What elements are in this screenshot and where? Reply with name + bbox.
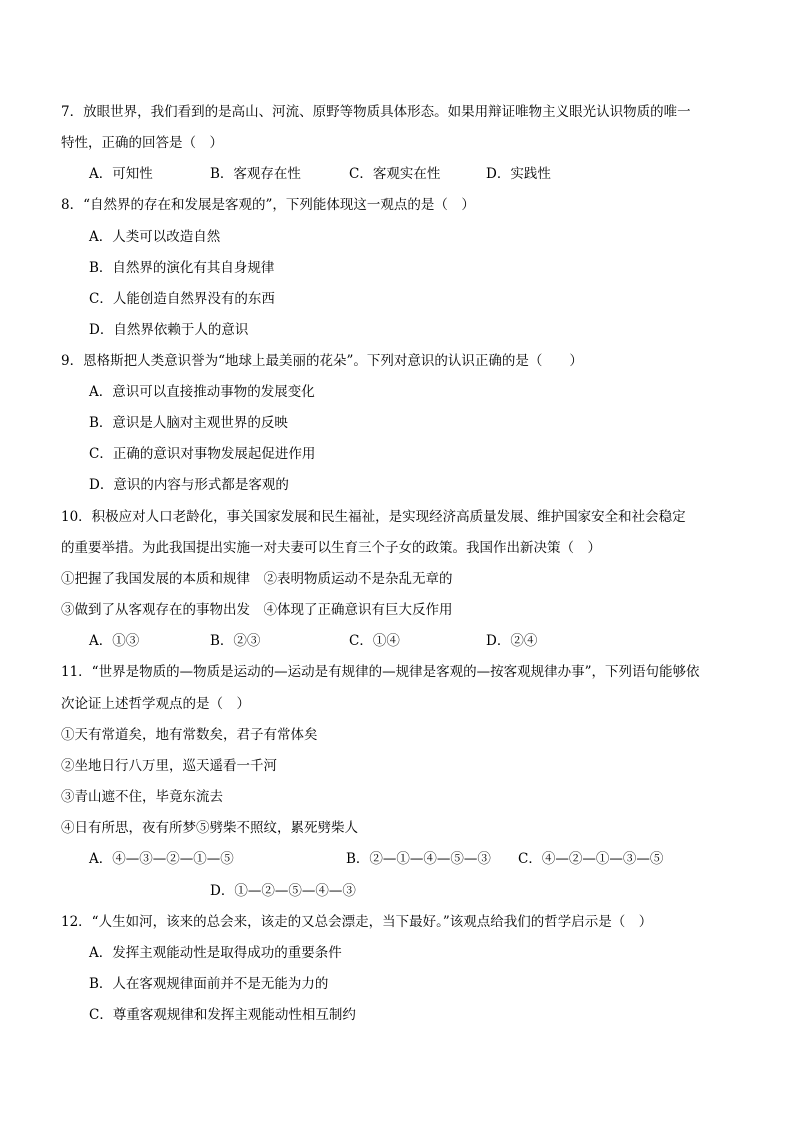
question-10-stem-line-1: 10．积极应对人口老龄化，事关国家发展和民生福祉，是实现经济高质量发展、维护国家安全和社会稳定 [61,509,686,525]
question-8-option-d: D．自然界依赖于人的意识 [89,322,249,338]
question-9-stem: 9．恩格斯把人类意识誉为“地球上最美丽的花朵”。下列对意识的认识正确的是（ ） [61,353,583,369]
question-8-option-c: C．人能创造自然界没有的东西 [89,291,275,307]
question-10-statements-line-2: ③做到了从客观存在的事物出发 ④体现了正确意识有巨大反作用 [61,602,453,618]
question-11-statement-3: ③青山遮不住，毕竟东流去 [61,789,223,805]
question-11-statement-2: ②坐地日行八万里，巡天遥看一千河 [61,758,277,774]
question-10-option-b: B．②③ [210,633,261,649]
question-11-option-c: C．④—②—①—③—⑤ [518,851,664,867]
question-7-option-d: D．实践性 [486,166,551,182]
question-7-stem-line-1: 7．放眼世界，我们看到的是高山、河流、原野等物质具体形态。如果用辩证唯物主义眼光认识物质的唯一 [61,104,691,120]
question-10-stem-line-2: 的重要举措。为此我国提出实施一对夫妻可以生育三个子女的政策。我国作出新决策（ ） [61,540,601,556]
question-8-option-a: A．人类可以改造自然 [89,229,221,245]
question-7-option-c: C．客观实在性 [349,166,441,182]
question-7-option-b: B．客观存在性 [210,166,301,182]
question-8-option-b: B．自然界的演化有其自身规律 [89,260,275,276]
question-12-stem: 12．“人生如河，该来的总会来，该走的又总会漂走，当下最好。”该观点给我们的哲学启示是（ ） [61,914,653,930]
question-12-option-b: B．人在客观规律面前并不是无能为力的 [89,976,329,992]
question-8-stem: 8．“自然界的存在和发展是客观的”，下列能体现这一观点的是（ ） [61,197,475,213]
question-9-option-a: A．意识可以直接推动事物的发展变化 [89,384,315,400]
question-7-option-a: A．可知性 [89,166,153,182]
question-9-option-b: B．意识是人脑对主观世界的反映 [89,415,288,431]
question-11-option-a: A．④—③—②—①—⑤ [89,851,234,867]
question-9-option-d: D．意识的内容与形式都是客观的 [89,477,289,493]
question-11-stem-line-2: 次论证上述哲学观点的是（ ） [61,696,250,712]
question-11-statement-1: ①天有常道矣，地有常数矣，君子有常体矣 [61,727,318,743]
question-11-statement-4-5: ④日有所思，夜有所梦⑤劈柴不照纹，累死劈柴人 [61,820,358,836]
question-10-option-c: C．①④ [349,633,400,649]
question-12-option-c: C．尊重客观规律和发挥主观能动性相互制约 [89,1007,356,1023]
question-11-option-d: D．①—②—⑤—④—③ [210,883,356,899]
question-10-statements-line-1: ①把握了我国发展的本质和规律 ②表明物质运动不是杂乱无章的 [61,571,453,587]
question-10-option-d: D．②④ [486,633,538,649]
question-10-option-a: A．①③ [89,633,140,649]
question-11-option-b: B．②—①—④—⑤—③ [346,851,491,867]
question-7-stem-line-2: 特性，正确的回答是（ ） [61,135,223,151]
question-11-stem-line-1: 11．“世界是物质的—物质是运动的—运动是有规律的—规律是客观的—按客观规律办事”，下列语句能够依 [61,664,700,680]
question-12-option-a: A．发挥主观能动性是取得成功的重要条件 [89,945,342,961]
question-9-option-c: C．正确的意识对事物发展起促进作用 [89,446,316,462]
